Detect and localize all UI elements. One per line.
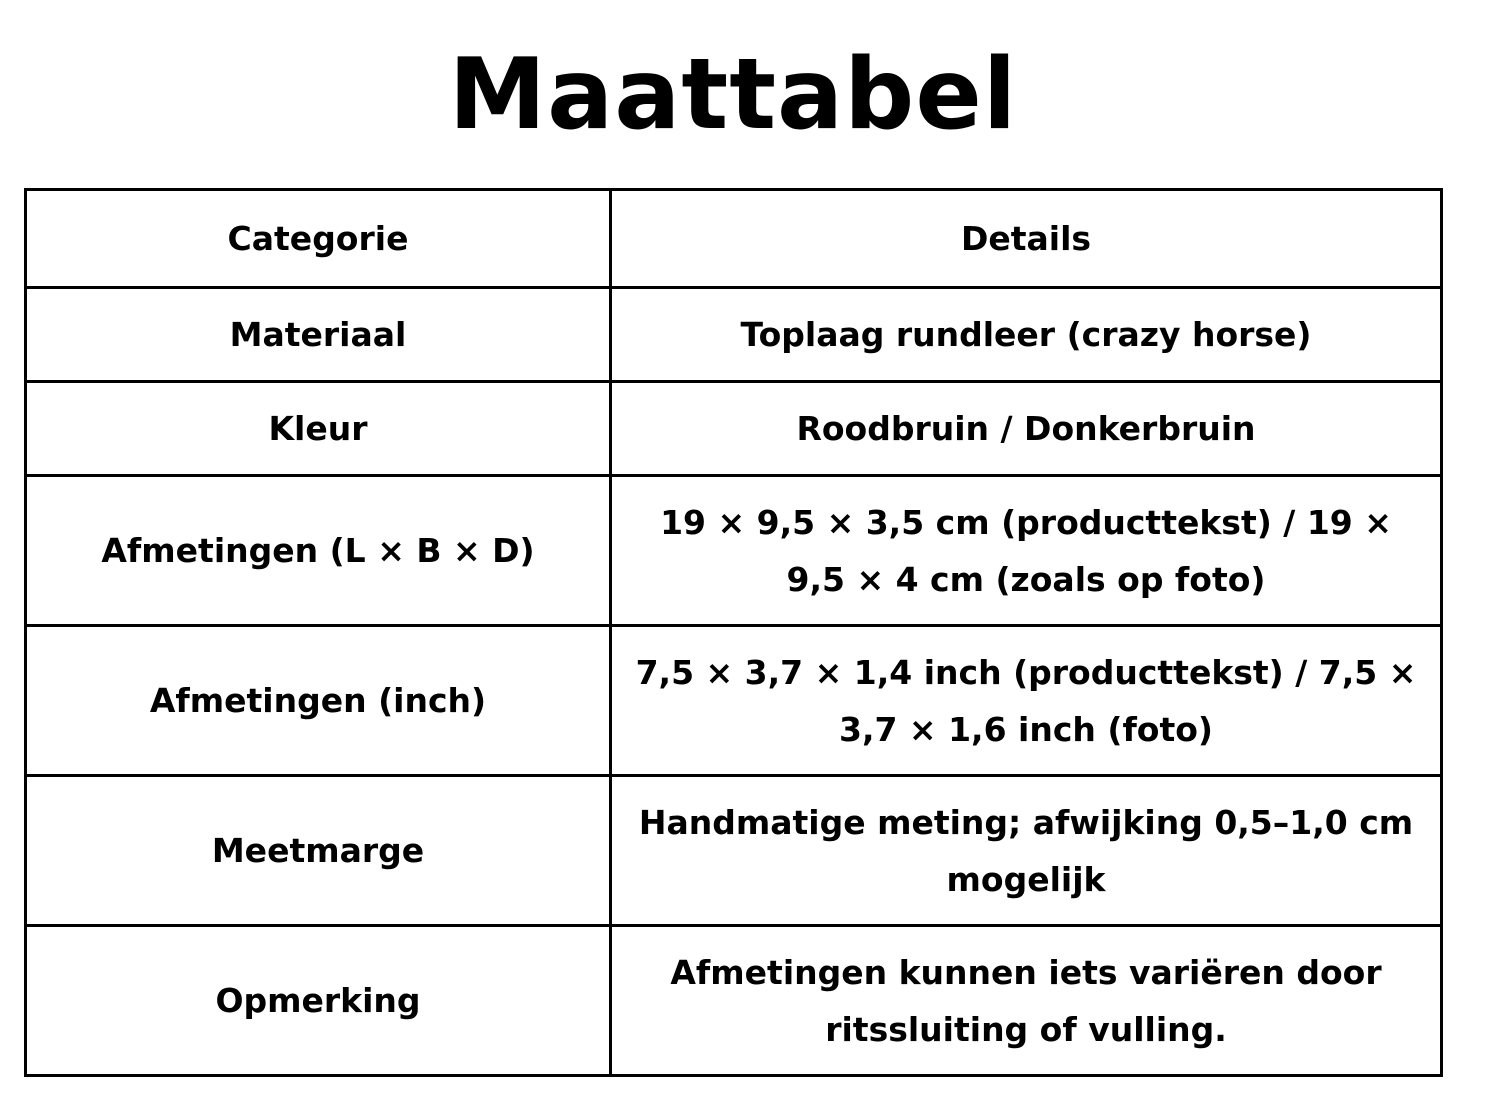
row-details: 19 × 9,5 × 3,5 cm (producttekst) / 19 × 9,5 × 4 cm (zoals op foto) [611,476,1442,626]
row-category: Opmerking [26,926,611,1076]
row-details: Toplaag rundleer (crazy horse) [611,288,1442,382]
row-details: Handmatige meting; afwijking 0,5–1,0 cm mogelijk [611,776,1442,926]
row-category: Kleur [26,382,611,476]
table-row [26,626,1442,776]
table-row [26,382,1442,476]
row-details: 7,5 × 3,7 × 1,4 inch (producttekst) / 7,5 × 3,7 × 1,6 inch (foto) [611,626,1442,776]
row-category: Meetmarge [26,776,611,926]
size-table [24,188,1443,1077]
row-details: Afmetingen kunnen iets variëren door ritssluiting of vulling. [611,926,1442,1076]
page-title: Maattabel [448,38,1018,152]
header-details: Details [611,190,1442,288]
row-details: Roodbruin / Donkerbruin [611,382,1442,476]
table-row [26,288,1442,382]
table-header-row [26,190,1442,288]
table-row [26,476,1442,626]
table-row [26,926,1442,1076]
row-category: Afmetingen (L × B × D) [26,476,611,626]
row-category: Afmetingen (inch) [26,626,611,776]
row-category: Materiaal [26,288,611,382]
header-category: Categorie [26,190,611,288]
table-row [26,776,1442,926]
